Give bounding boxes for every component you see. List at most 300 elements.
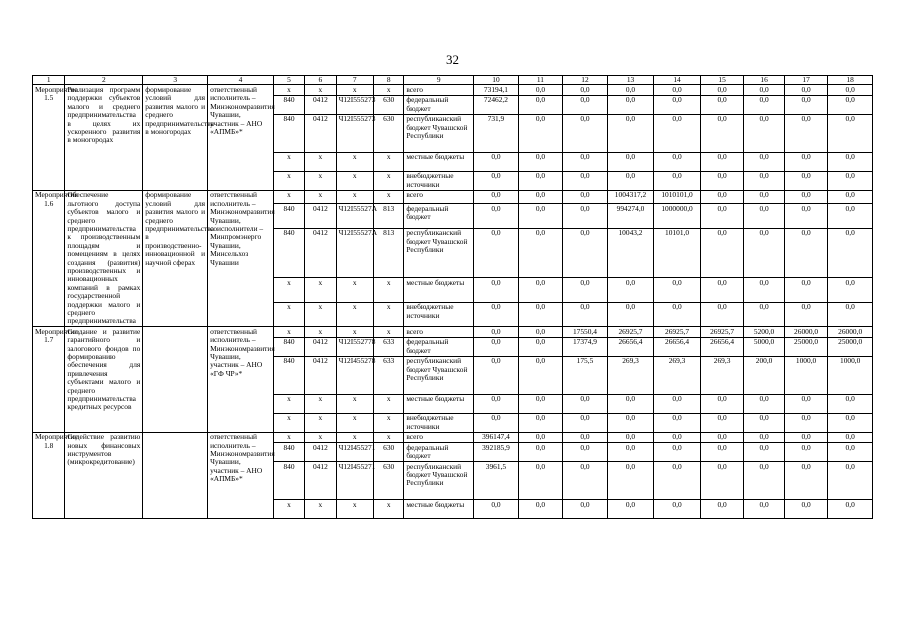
- funding-value: 0,0: [563, 190, 608, 203]
- funding-source: республиканский бюджет Чувашской Республики: [404, 114, 474, 152]
- funding-value: 0,0: [518, 432, 563, 442]
- funding-value: 0,0: [518, 327, 563, 337]
- table-row: [33, 327, 873, 337]
- funding-value: 0,0: [828, 500, 873, 519]
- funding-value: 0,0: [784, 204, 828, 229]
- code-grbs: 840: [273, 95, 304, 114]
- funding-value: 0,0: [654, 171, 701, 190]
- funding-value: 0,0: [563, 152, 608, 171]
- code-expense-type: x: [374, 302, 404, 327]
- funding-value: 0,0: [518, 337, 563, 356]
- funding-value: 0,0: [700, 190, 744, 203]
- code-target-article: x: [336, 432, 373, 442]
- event-executor: ответственный исполнитель – Минэкономразвития Чувашии, участник – АНО «АПМБ»*: [208, 432, 274, 518]
- funding-value: 17374,9: [563, 337, 608, 356]
- funding-value: 0,0: [828, 114, 873, 152]
- code-target-article: x: [336, 171, 373, 190]
- funding-value: 0,0: [518, 152, 563, 171]
- code-section: x: [305, 432, 336, 442]
- table-row: [33, 190, 873, 203]
- code-section: x: [305, 190, 336, 203]
- funding-value: 0,0: [607, 443, 654, 462]
- funding-value: 0,0: [474, 394, 519, 413]
- funding-value: 0,0: [518, 228, 563, 277]
- funding-source: всего: [404, 190, 474, 203]
- code-target-article: Ч12I55527А: [336, 228, 373, 277]
- funding-value: 0,0: [700, 85, 744, 95]
- funding-value: 0,0: [744, 462, 784, 500]
- funding-source: местные бюджеты: [404, 278, 474, 303]
- code-expense-type: 633: [374, 356, 404, 394]
- code-target-article: x: [336, 302, 373, 327]
- funding-value: 0,0: [828, 228, 873, 277]
- funding-value: 26656,4: [607, 337, 654, 356]
- funding-value: 0,0: [828, 152, 873, 171]
- funding-value: 0,0: [784, 462, 828, 500]
- code-section: x: [305, 413, 336, 432]
- code-expense-type: 630: [374, 95, 404, 114]
- code-expense-type: 630: [374, 462, 404, 500]
- funding-source: внебюджетные источники: [404, 413, 474, 432]
- code-expense-type: 813: [374, 204, 404, 229]
- funding-value: 0,0: [828, 171, 873, 190]
- code-target-article: x: [336, 500, 373, 519]
- funding-value: 175,5: [563, 356, 608, 394]
- funding-value: 0,0: [607, 302, 654, 327]
- funding-value: 0,0: [784, 500, 828, 519]
- page-number: 32: [446, 52, 459, 67]
- funding-value: 1010101,0: [654, 190, 701, 203]
- funding-value: 0,0: [518, 95, 563, 114]
- code-target-article: Ч12I555273: [336, 114, 373, 152]
- code-target-article: x: [336, 327, 373, 337]
- funding-value: 0,0: [744, 95, 784, 114]
- funding-value: 0,0: [744, 278, 784, 303]
- event-goal: [143, 327, 208, 432]
- funding-value: 0,0: [518, 462, 563, 500]
- funding-value: 994274,0: [607, 204, 654, 229]
- funding-value: 0,0: [700, 443, 744, 462]
- funding-source: всего: [404, 432, 474, 442]
- funding-source: всего: [404, 327, 474, 337]
- funding-value: 0,0: [654, 500, 701, 519]
- funding-value: 0,0: [700, 204, 744, 229]
- funding-value: 25000,0: [784, 337, 828, 356]
- funding-value: 0,0: [518, 413, 563, 432]
- funding-value: 0,0: [518, 356, 563, 394]
- funding-value: 0,0: [784, 432, 828, 442]
- code-grbs: x: [273, 190, 304, 203]
- funding-value: 0,0: [518, 278, 563, 303]
- funding-value: 0,0: [744, 500, 784, 519]
- code-target-article: x: [336, 85, 373, 95]
- funding-value: 0,0: [474, 152, 519, 171]
- funding-value: 0,0: [654, 443, 701, 462]
- funding-source: республиканский бюджет Чувашской Республики: [404, 462, 474, 500]
- code-grbs: x: [273, 302, 304, 327]
- funding-value: 0,0: [700, 114, 744, 152]
- funding-value: 0,0: [518, 190, 563, 203]
- code-grbs: 840: [273, 114, 304, 152]
- funding-value: 0,0: [784, 190, 828, 203]
- funding-value: 0,0: [700, 413, 744, 432]
- funding-value: 0,0: [474, 413, 519, 432]
- funding-value: 0,0: [744, 432, 784, 442]
- code-expense-type: 630: [374, 443, 404, 462]
- code-expense-type: x: [374, 171, 404, 190]
- funding-table: [32, 75, 873, 519]
- column-header: 1: [33, 76, 65, 85]
- funding-source: всего: [404, 85, 474, 95]
- code-grbs: 840: [273, 356, 304, 394]
- event-executor: ответственный исполнитель – Минэкономразвития Чувашии, соисполнители – Минпромэнерго Чувашии, Минсельхоз Чувашии: [208, 190, 274, 327]
- funding-value: 1000000,0: [654, 204, 701, 229]
- code-section: 0412: [305, 204, 336, 229]
- funding-value: 0,0: [744, 114, 784, 152]
- funding-source: федеральный бюджет: [404, 204, 474, 229]
- funding-value: 0,0: [828, 394, 873, 413]
- column-header: 18: [828, 76, 873, 85]
- funding-value: 0,0: [607, 278, 654, 303]
- funding-value: 0,0: [563, 85, 608, 95]
- code-expense-type: x: [374, 413, 404, 432]
- funding-value: 0,0: [607, 500, 654, 519]
- funding-value: 0,0: [744, 152, 784, 171]
- funding-value: 0,0: [563, 413, 608, 432]
- funding-value: 0,0: [607, 394, 654, 413]
- code-target-article: Ч12I455278: [336, 356, 373, 394]
- funding-value: 0,0: [700, 228, 744, 277]
- column-header: 7: [336, 76, 373, 85]
- funding-value: 0,0: [784, 413, 828, 432]
- code-grbs: 840: [273, 204, 304, 229]
- column-header: 3: [143, 76, 208, 85]
- funding-value: 0,0: [828, 278, 873, 303]
- funding-value: 0,0: [654, 394, 701, 413]
- code-grbs: x: [273, 327, 304, 337]
- funding-value: 0,0: [744, 190, 784, 203]
- column-header: 9: [404, 76, 474, 85]
- funding-value: 0,0: [518, 302, 563, 327]
- column-header: 17: [784, 76, 828, 85]
- funding-value: 269,3: [607, 356, 654, 394]
- funding-value: 0,0: [654, 413, 701, 432]
- funding-value: 73194,1: [474, 85, 519, 95]
- funding-value: 0,0: [654, 95, 701, 114]
- column-header: 12: [563, 76, 608, 85]
- funding-value: 1004317,2: [607, 190, 654, 203]
- column-header: 6: [305, 76, 336, 85]
- funding-value: 0,0: [828, 432, 873, 442]
- code-expense-type: 813: [374, 228, 404, 277]
- funding-value: 0,0: [518, 443, 563, 462]
- code-grbs: x: [273, 500, 304, 519]
- code-section: x: [305, 152, 336, 171]
- funding-value: 0,0: [607, 152, 654, 171]
- funding-value: 0,0: [784, 302, 828, 327]
- code-section: x: [305, 394, 336, 413]
- funding-value: 26000,0: [784, 327, 828, 337]
- funding-value: 0,0: [607, 85, 654, 95]
- column-header: 8: [374, 76, 404, 85]
- column-header: 15: [700, 76, 744, 85]
- funding-value: 0,0: [700, 152, 744, 171]
- funding-value: 0,0: [654, 85, 701, 95]
- funding-value: 1000,0: [828, 356, 873, 394]
- funding-value: 0,0: [828, 204, 873, 229]
- funding-value: 0,0: [700, 278, 744, 303]
- code-section: 0412: [305, 356, 336, 394]
- funding-value: 0,0: [563, 443, 608, 462]
- funding-value: 0,0: [474, 337, 519, 356]
- code-expense-type: x: [374, 190, 404, 203]
- funding-value: 0,0: [784, 152, 828, 171]
- code-section: 0412: [305, 95, 336, 114]
- funding-value: 0,0: [474, 327, 519, 337]
- column-number-row: [33, 76, 873, 85]
- code-target-article: Ч12I55527А: [336, 204, 373, 229]
- column-header: 4: [208, 76, 274, 85]
- funding-value: 0,0: [654, 152, 701, 171]
- code-target-article: Ч12I555273: [336, 95, 373, 114]
- funding-value: 200,0: [744, 356, 784, 394]
- funding-value: 0,0: [563, 394, 608, 413]
- funding-value: 0,0: [744, 85, 784, 95]
- column-header: 10: [474, 76, 519, 85]
- code-grbs: x: [273, 171, 304, 190]
- funding-value: 0,0: [654, 278, 701, 303]
- funding-value: 0,0: [563, 432, 608, 442]
- funding-value: 0,0: [654, 462, 701, 500]
- funding-value: 0,0: [700, 302, 744, 327]
- funding-value: 0,0: [700, 171, 744, 190]
- code-expense-type: x: [374, 278, 404, 303]
- code-expense-type: 630: [374, 114, 404, 152]
- funding-value: 26925,7: [700, 327, 744, 337]
- funding-value: 0,0: [828, 95, 873, 114]
- funding-value: 0,0: [607, 432, 654, 442]
- funding-value: 269,3: [654, 356, 701, 394]
- funding-value: 0,0: [563, 95, 608, 114]
- funding-value: 0,0: [828, 190, 873, 203]
- code-grbs: 840: [273, 443, 304, 462]
- funding-value: 0,0: [563, 500, 608, 519]
- code-target-article: Ч12I455271: [336, 462, 373, 500]
- event-title: Обеспечение льготного доступа субъектов малого и среднего предпринимательства к производственным площадям и помещениям в целях создания (развития) производственных и инновационных компаний в рамках государственной поддержки малого и среднего предпринимательства: [65, 190, 143, 327]
- code-section: x: [305, 278, 336, 303]
- funding-value: 0,0: [744, 443, 784, 462]
- funding-value: 0,0: [744, 171, 784, 190]
- funding-value: 0,0: [654, 114, 701, 152]
- funding-source: республиканский бюджет Чувашской Республики: [404, 228, 474, 277]
- funding-value: 269,3: [700, 356, 744, 394]
- funding-value: 0,0: [828, 413, 873, 432]
- event-executor: ответственный исполнитель – Минэкономразвития Чувашии, участник – АНО «ГФ ЧР»*: [208, 327, 274, 432]
- funding-value: 0,0: [563, 114, 608, 152]
- code-section: 0412: [305, 337, 336, 356]
- funding-value: 72462,2: [474, 95, 519, 114]
- event-number: Мероприятие 1.6: [33, 190, 65, 327]
- funding-value: 0,0: [784, 171, 828, 190]
- event-number: Мероприятие 1.8: [33, 432, 65, 518]
- code-expense-type: x: [374, 500, 404, 519]
- column-header: 11: [518, 76, 563, 85]
- event-title: Содействие развитию новых финансовых инструментов (микрокредитование): [65, 432, 143, 518]
- code-grbs: 840: [273, 337, 304, 356]
- funding-source: федеральный бюджет: [404, 95, 474, 114]
- funding-value: 3961,5: [474, 462, 519, 500]
- funding-value: 0,0: [607, 462, 654, 500]
- code-target-article: Ч12I552778: [336, 337, 373, 356]
- funding-source: федеральный бюджет: [404, 443, 474, 462]
- funding-value: 0,0: [563, 462, 608, 500]
- code-section: 0412: [305, 443, 336, 462]
- funding-value: 0,0: [744, 204, 784, 229]
- code-grbs: x: [273, 152, 304, 171]
- funding-value: 0,0: [474, 500, 519, 519]
- funding-value: 0,0: [474, 302, 519, 327]
- code-section: x: [305, 171, 336, 190]
- code-section: x: [305, 85, 336, 95]
- funding-source: внебюджетные источники: [404, 302, 474, 327]
- event-executor: ответственный исполнитель – Минэкономразвития Чувашии, участник – АНО «АПМБ»*: [208, 85, 274, 190]
- code-section: 0412: [305, 462, 336, 500]
- table-row: [33, 85, 873, 95]
- code-expense-type: x: [374, 394, 404, 413]
- funding-value: 0,0: [607, 171, 654, 190]
- funding-value: 0,0: [700, 394, 744, 413]
- funding-value: 17550,4: [563, 327, 608, 337]
- code-grbs: x: [273, 413, 304, 432]
- funding-value: 0,0: [744, 413, 784, 432]
- event-goal: [143, 432, 208, 518]
- funding-value: 0,0: [744, 302, 784, 327]
- column-header: 5: [273, 76, 304, 85]
- funding-value: 0,0: [654, 302, 701, 327]
- code-grbs: x: [273, 85, 304, 95]
- funding-value: 26925,7: [607, 327, 654, 337]
- funding-value: 392185,9: [474, 443, 519, 462]
- funding-value: 0,0: [518, 500, 563, 519]
- funding-value: 0,0: [784, 278, 828, 303]
- code-grbs: x: [273, 278, 304, 303]
- funding-source: местные бюджеты: [404, 152, 474, 171]
- funding-value: 0,0: [700, 432, 744, 442]
- funding-value: 26925,7: [654, 327, 701, 337]
- column-header: 16: [744, 76, 784, 85]
- funding-source: республиканский бюджет Чувашской Республики: [404, 356, 474, 394]
- funding-value: 0,0: [474, 356, 519, 394]
- funding-value: 26656,4: [700, 337, 744, 356]
- funding-value: 396147,4: [474, 432, 519, 442]
- funding-value: 0,0: [607, 413, 654, 432]
- funding-value: 0,0: [784, 85, 828, 95]
- funding-value: 0,0: [474, 204, 519, 229]
- funding-value: 1000,0: [784, 356, 828, 394]
- funding-value: 0,0: [784, 228, 828, 277]
- funding-value: 0,0: [784, 95, 828, 114]
- funding-value: 0,0: [563, 204, 608, 229]
- event-goal: формирование условий для развития малого и среднего предпринимательства в моногородах: [143, 85, 208, 190]
- funding-value: 0,0: [518, 204, 563, 229]
- funding-value: 0,0: [518, 394, 563, 413]
- funding-value: 0,0: [518, 85, 563, 95]
- funding-value: 0,0: [744, 228, 784, 277]
- funding-value: 0,0: [700, 462, 744, 500]
- code-target-article: x: [336, 413, 373, 432]
- funding-value: 0,0: [474, 190, 519, 203]
- event-goal: формирование условий для развития малого и среднего предпринимательства в производственно-инновационной и научной сферах: [143, 190, 208, 327]
- code-grbs: x: [273, 432, 304, 442]
- funding-value: 0,0: [654, 432, 701, 442]
- funding-value: 25000,0: [828, 337, 873, 356]
- funding-value: 0,0: [828, 85, 873, 95]
- code-target-article: x: [336, 394, 373, 413]
- code-expense-type: x: [374, 85, 404, 95]
- funding-value: 5200,0: [744, 327, 784, 337]
- funding-value: 26656,4: [654, 337, 701, 356]
- code-section: x: [305, 327, 336, 337]
- event-number: Мероприятие 1.5: [33, 85, 65, 190]
- funding-value: 5000,0: [744, 337, 784, 356]
- funding-value: 0,0: [563, 302, 608, 327]
- code-expense-type: 633: [374, 337, 404, 356]
- code-target-article: Ч12I455271: [336, 443, 373, 462]
- funding-value: 0,0: [518, 114, 563, 152]
- code-grbs: 840: [273, 228, 304, 277]
- code-target-article: x: [336, 278, 373, 303]
- funding-value: 0,0: [700, 500, 744, 519]
- funding-source: федеральный бюджет: [404, 337, 474, 356]
- code-grbs: x: [273, 394, 304, 413]
- code-expense-type: x: [374, 432, 404, 442]
- funding-value: 731,9: [474, 114, 519, 152]
- code-section: x: [305, 500, 336, 519]
- funding-value: 0,0: [828, 462, 873, 500]
- code-expense-type: x: [374, 327, 404, 337]
- funding-value: 26000,0: [828, 327, 873, 337]
- funding-source: местные бюджеты: [404, 500, 474, 519]
- funding-source: внебюджетные источники: [404, 171, 474, 190]
- code-section: x: [305, 302, 336, 327]
- funding-value: 0,0: [828, 443, 873, 462]
- funding-value: 0,0: [563, 228, 608, 277]
- funding-value: 0,0: [744, 394, 784, 413]
- code-section: 0412: [305, 228, 336, 277]
- funding-value: 0,0: [784, 443, 828, 462]
- funding-value: 0,0: [563, 171, 608, 190]
- funding-value: 0,0: [474, 278, 519, 303]
- event-title: Реализация программ поддержки субъектов малого и среднего предпринимательства в целях их ускоренного развития в моногородах: [65, 85, 143, 190]
- code-expense-type: x: [374, 152, 404, 171]
- funding-value: 0,0: [784, 114, 828, 152]
- event-title: Создание и развитие гарантийного и залогового фондов по формированию обеспечения для привлечения субъектами малого и среднего предпринимательства кредитных ресурсов: [65, 327, 143, 432]
- funding-value: 0,0: [784, 394, 828, 413]
- funding-value: 0,0: [474, 228, 519, 277]
- table-row: [33, 432, 873, 442]
- event-number: Мероприятие 1.7: [33, 327, 65, 432]
- column-header: 13: [607, 76, 654, 85]
- funding-source: местные бюджеты: [404, 394, 474, 413]
- code-grbs: 840: [273, 462, 304, 500]
- code-target-article: x: [336, 152, 373, 171]
- column-header: 2: [65, 76, 143, 85]
- funding-value: 0,0: [607, 95, 654, 114]
- funding-value: 0,0: [474, 171, 519, 190]
- funding-value: 0,0: [828, 302, 873, 327]
- funding-value: 0,0: [518, 171, 563, 190]
- code-section: 0412: [305, 114, 336, 152]
